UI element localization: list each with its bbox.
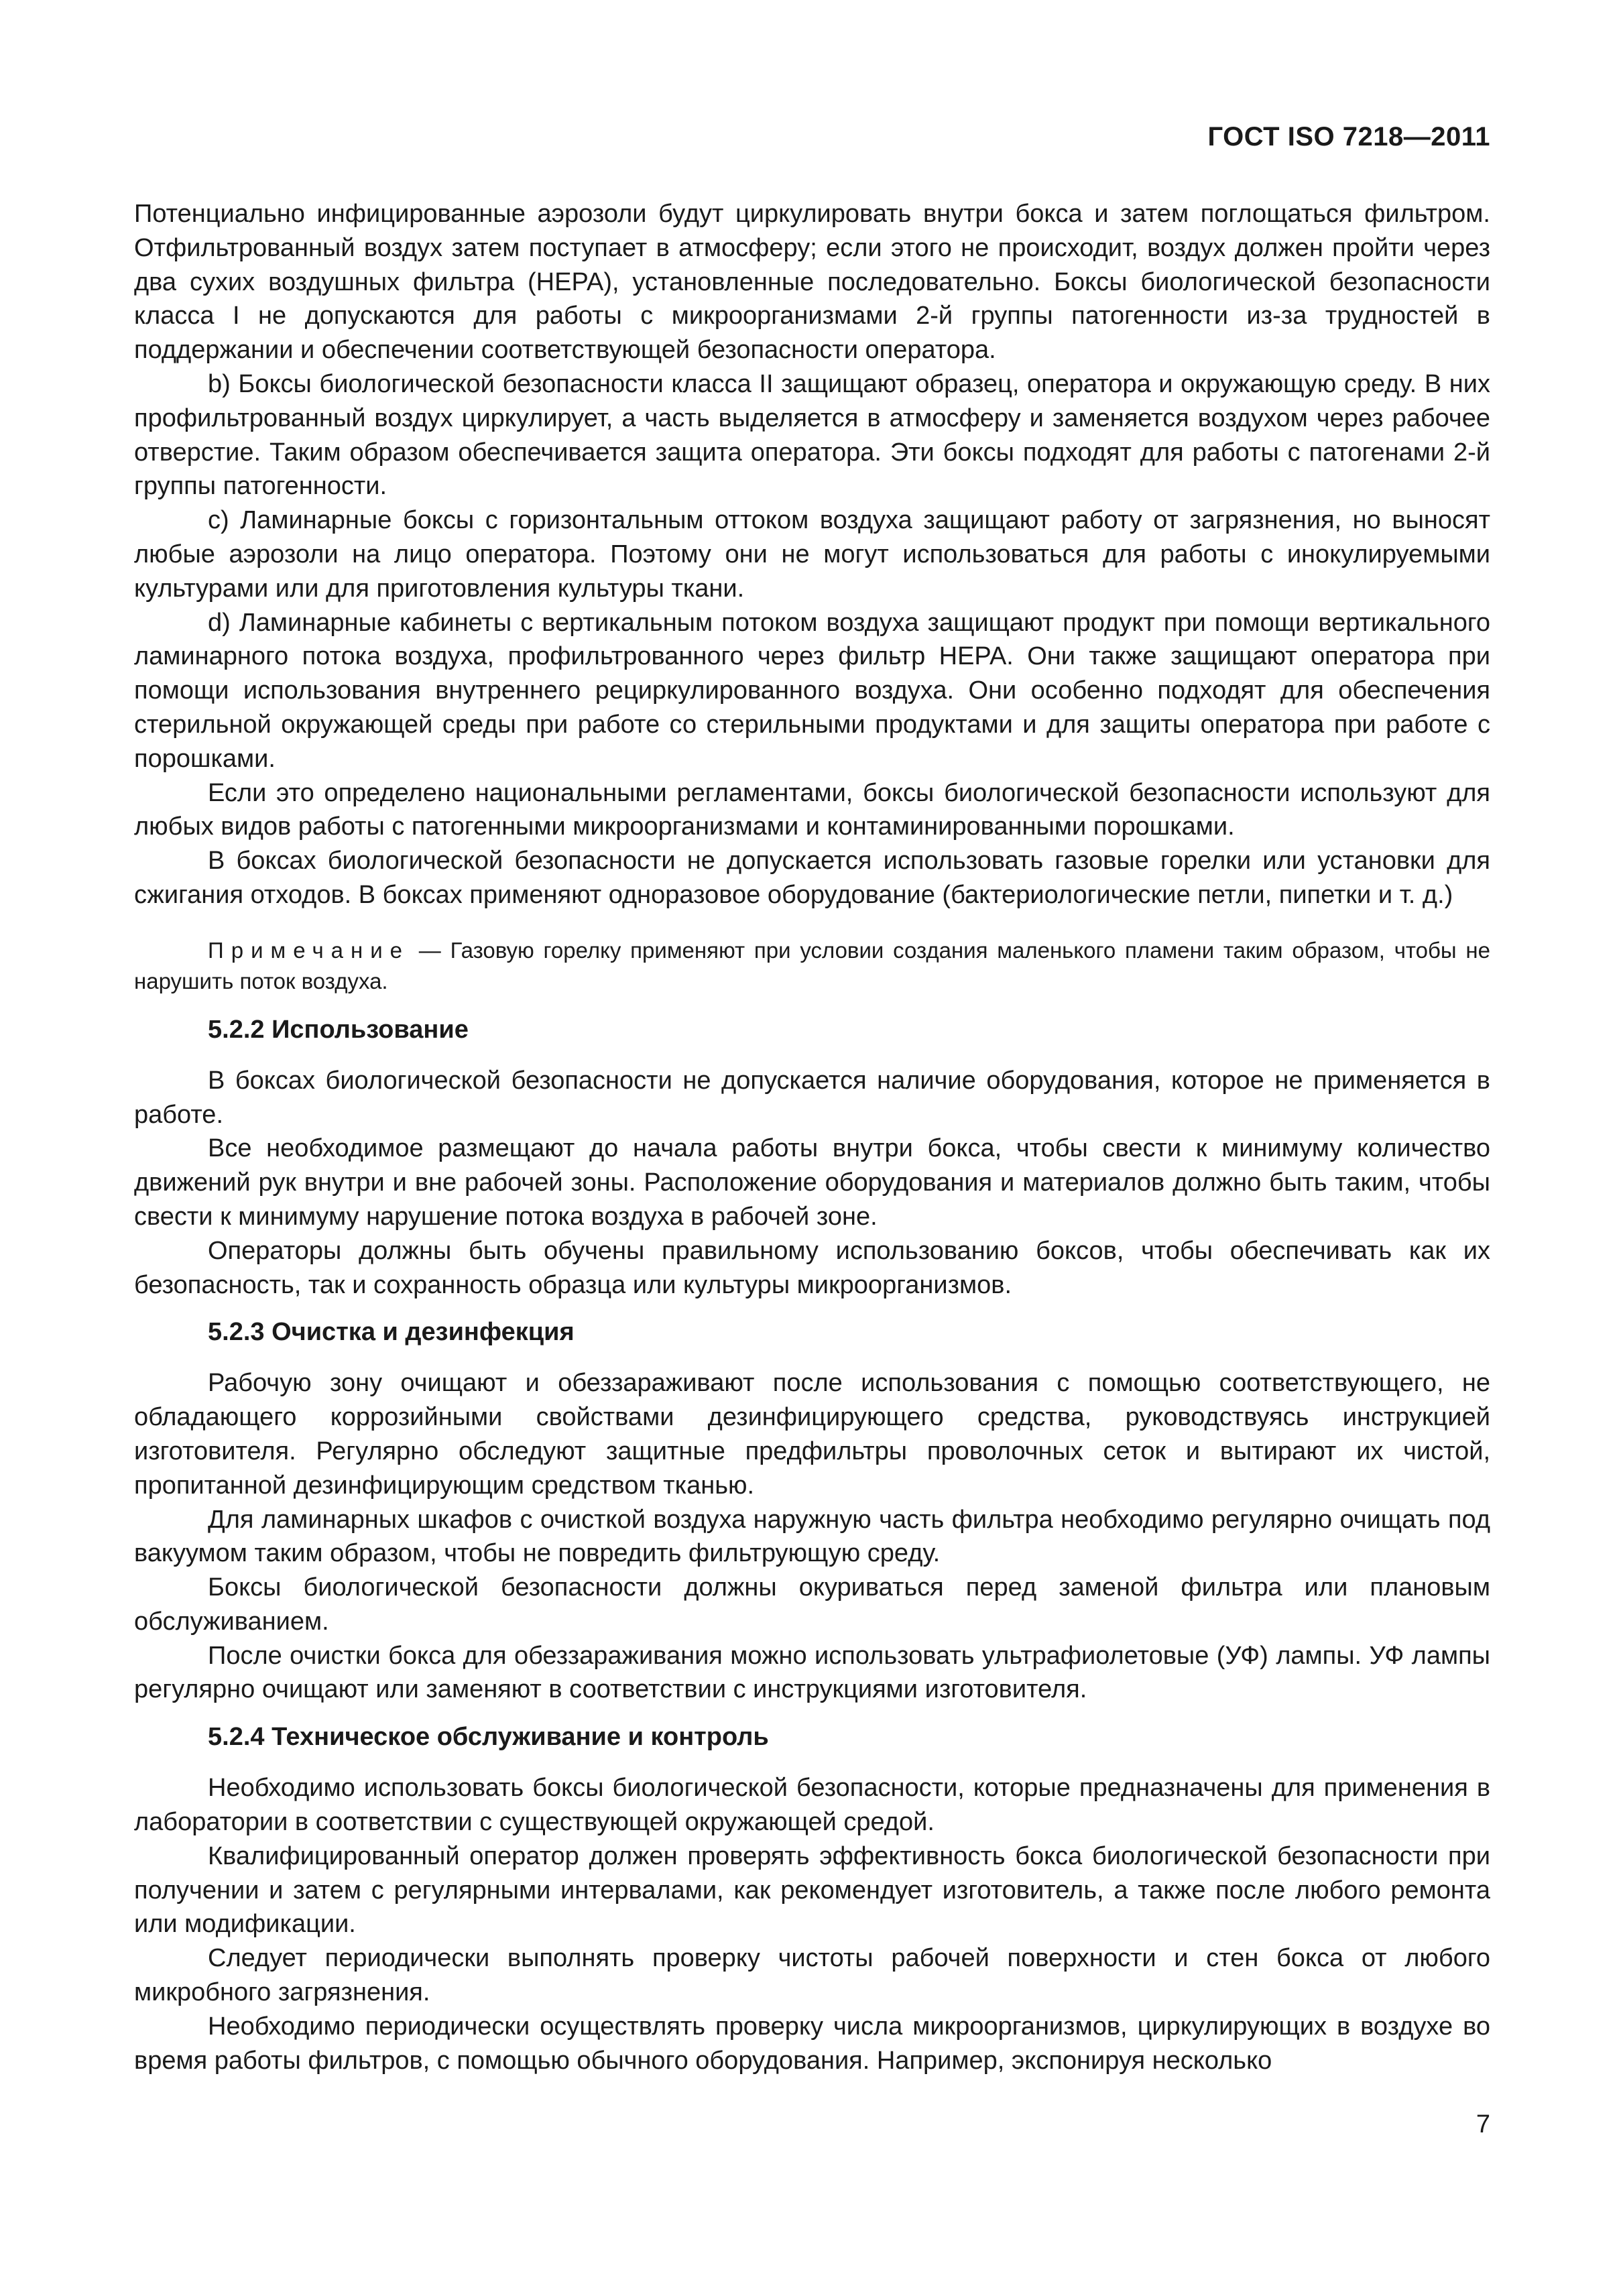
paragraph: c) Ламинарные боксы с горизонтальным оттоком воздуха защищают работу от загрязнения, но выносят любые аэрозоли на лицо оператора. Поэтому они не могут использоваться для работы с инокулируемыми культурами или для приготовления культуры ткани. [134, 506, 1490, 603]
paragraph: В боксах биологической безопасности не допускается наличие оборудования, которое не применяется в работе. [134, 1066, 1490, 1129]
paragraph: Рабочую зону очищают и обеззараживают после использования с помощью соответствующего, не обладающего коррозийными свойствами дезинфицирующего средства, руководствуясь инструкцией изготовителя. Регулярно обследуют защитные предфильтры проволочных сеток и вытирают их чистой, пропитанной дезинфицирующим средством тканью. [134, 1369, 1490, 1500]
page-number: 7 [1476, 2110, 1490, 2138]
paragraph: Все необходимое размещают до начала работы внутри бокса, чтобы свести к минимуму количество движений рук внутри и вне рабочей зоны. Расположение оборудования и материалов должно быть таким, чтобы свести к минимуму нарушение потока воздуха в рабочей зоне. [134, 1134, 1490, 1231]
paragraph: Потенциально инфицированные аэрозоли будут циркулировать внутри бокса и затем поглощаться фильтром. Отфильтрованный воздух затем поступает в атмосферу; если этого не происходит, воздух должен пройти через два сухих воздушных фильтра (HEPA), установленные последовательно. Боксы биологической безопасности класса I не допускаются для работы с микроорганизмами 2-й группы патогенности из-за трудностей в поддержании и обеспечении соответствующей безопасности оператора. [134, 200, 1490, 365]
note-text: Газовую горелку применяют при условии создания маленького пламени таким образом, чтобы не нарушить поток воздуха. [134, 937, 1490, 993]
paragraph: После очистки бокса для обеззараживания можно использовать ультрафиолетовые (УФ) лампы. УФ лампы регулярно очищают или заменяют в соответствии с инструкциями изготовителя. [134, 1641, 1490, 1704]
paragraph: Квалифицированный оператор должен проверять эффективность бокса биологической безопасности при получении и затем с регулярными интервалами, как рекомендует изготовитель, а также после любого ремонта или модификации. [134, 1841, 1490, 1939]
paragraph: Необходимо периодически осуществлять проверку числа микроорганизмов, циркулирующих в воздухе во время работы фильтров, с помощью обычного оборудования. Например, экспонируя несколько [134, 2012, 1490, 2075]
paragraph: Боксы биологической безопасности должны окуриваться перед заменой фильтра или плановым обслуживанием. [134, 1573, 1490, 1636]
document-body [134, 197, 1490, 2077]
paragraph: Если это определено национальными регламентами, боксы биологической безопасности используют для любых видов работы с патогенными микроорганизмами и контаминированными порошками. [134, 778, 1490, 841]
paragraph: Следует периодически выполнять проверку чистоты рабочей поверхности и стен бокса от любого микробного загрязнения. [134, 1944, 1490, 2007]
section-heading-5-2-2: 5.2.2 Использование [208, 1015, 469, 1044]
paragraph: В боксах биологической безопасности не допускается использовать газовые горелки или установки для сжигания отходов. В боксах применяют одноразовое оборудование (бактериологические петли, пипетки и т. д.) [134, 847, 1490, 909]
paragraph: d) Ламинарные кабинеты с вертикальным потоком воздуха защищают продукт при помощи вертикального ламинарного потока воздуха, профильтрованного через фильтр HEPA. Они также защищают оператора при помощи использования внутреннего рециркулированного воздуха. Они особенно подходят для обеспечения стерильной окружающей среды при работе со стерильными продуктами и для защиты оператора при работе с порошками. [134, 608, 1490, 773]
section-heading-5-2-4: 5.2.4 Техническое обслуживание и контроль [208, 1723, 769, 1752]
note-dash: — [410, 937, 450, 963]
paragraph: b) Боксы биологической безопасности класса II защищают образец, оператора и окружающую среду. В них профильтрованный воздух циркулирует, а часть выделяется в атмосферу и заменяется воздухом через рабочее отверстие. Таким образом обеспечивается защита оператора. Эти боксы подходят для работы с патогенами 2-й группы патогенности. [134, 369, 1490, 501]
paragraph: Для ламинарных шкафов с очисткой воздуха наружную часть фильтра необходимо регулярно очищать под вакуумом таким образом, чтобы не повредить фильтрующую среду. [134, 1505, 1490, 1568]
standard-header: ГОСТ ISO 7218—2011 [1207, 122, 1490, 152]
paragraph: Необходимо использовать боксы биологической безопасности, которые предназначены для применения в лаборатории в соответствии с существующей окружающей средой. [134, 1774, 1490, 1837]
note-label: Примечание [208, 937, 410, 963]
paragraph: Операторы должны быть обучены правильному использованию боксов, чтобы обеспечивать как их безопасность, так и сохранность образца или культуры микроорганизмов. [134, 1236, 1490, 1299]
section-heading-5-2-3: 5.2.3 Очистка и дезинфекция [208, 1318, 575, 1347]
note [134, 935, 1490, 997]
